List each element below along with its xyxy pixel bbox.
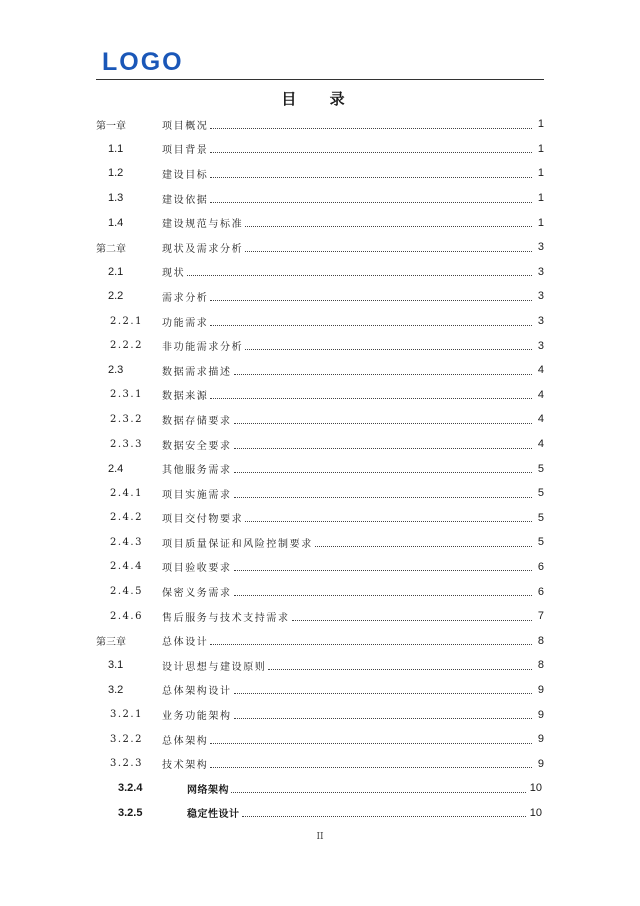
toc-entry[interactable] xyxy=(96,678,544,703)
toc-entry-number: 2.2 xyxy=(108,290,124,303)
toc-entry-title: 网络架构 xyxy=(187,784,229,796)
toc-entry-title: 项目实施需求 xyxy=(162,489,232,501)
toc-leader-dots xyxy=(231,792,526,793)
toc-entry[interactable] xyxy=(96,604,544,629)
toc-entry[interactable] xyxy=(96,407,544,432)
toc-entry-number: 2.4.3 xyxy=(110,536,143,548)
toc-entry-page: 10 xyxy=(529,806,542,819)
toc-entry-title: 现状及需求分析 xyxy=(162,243,244,255)
toc-entry-title: 数据存储要求 xyxy=(162,415,232,427)
toc-leader-dots xyxy=(210,743,532,744)
toc-entry-number: 2.3.1 xyxy=(110,389,143,401)
toc-entry[interactable] xyxy=(96,555,544,580)
toc-entry-page: 3 xyxy=(537,265,544,278)
toc-entry-title: 功能需求 xyxy=(162,317,209,329)
toc-entry-title: 建设依据 xyxy=(162,194,209,206)
toc-entry-page: 9 xyxy=(537,757,544,770)
toc-entry-number: 2.2.2 xyxy=(110,340,143,352)
toc-entry-title: 非功能需求分析 xyxy=(162,342,244,354)
toc-entry-page: 9 xyxy=(537,708,544,721)
toc-entry-page: 1 xyxy=(537,192,544,205)
toc-entry-number: 2.4.2 xyxy=(110,512,143,524)
toc-entry[interactable] xyxy=(96,628,544,653)
toc-leader-dots xyxy=(210,325,532,326)
toc-entry-number: 1.2 xyxy=(108,167,124,180)
toc-entry[interactable] xyxy=(96,161,544,186)
toc-entry-page: 4 xyxy=(537,438,544,451)
toc-entry-title: 建设目标 xyxy=(162,169,209,181)
toc-entry-number: 3.2.2 xyxy=(110,733,143,745)
page-title: 目 录 xyxy=(281,90,359,108)
toc-entry-number: 3.1 xyxy=(108,659,124,672)
toc-entry-number: 第二章 xyxy=(96,243,126,255)
toc-entry-page: 1 xyxy=(537,118,544,131)
toc-entry-title: 技术架构 xyxy=(162,760,209,772)
toc-entry-title: 项目背景 xyxy=(162,145,209,157)
toc-entry-title: 稳定性设计 xyxy=(187,809,240,821)
toc-entry-page: 4 xyxy=(537,413,544,426)
toc-entry-title: 数据来源 xyxy=(162,391,209,403)
toc-entry-title: 数据安全要求 xyxy=(162,440,232,452)
toc-entry-title: 项目交付物要求 xyxy=(162,514,244,526)
toc-entry-number: 3.2.5 xyxy=(118,806,143,819)
toc-entry-page: 5 xyxy=(537,511,544,524)
toc-entry[interactable] xyxy=(96,210,544,235)
toc-entry[interactable] xyxy=(96,235,544,260)
toc-entry-number: 2.4.6 xyxy=(110,610,143,622)
toc-entry-title: 售后服务与技术支持需求 xyxy=(162,612,290,624)
toc-entry-page: 9 xyxy=(537,733,544,746)
toc-entry-number: 3.2.3 xyxy=(110,758,143,770)
toc-entry-page: 8 xyxy=(537,634,544,647)
toc-entry-title: 业务功能架构 xyxy=(162,711,232,723)
toc-entry-number: 第三章 xyxy=(96,637,126,649)
toc-entry-number: 3.2.1 xyxy=(110,709,143,721)
toc-entry-number: 2.3.2 xyxy=(110,413,143,425)
toc-entry-title: 设计思想与建设原则 xyxy=(162,661,267,673)
toc-entry[interactable] xyxy=(96,653,544,678)
toc-leader-dots xyxy=(210,128,532,129)
toc-entry[interactable] xyxy=(96,432,544,457)
toc-entry-title: 其他服务需求 xyxy=(162,465,232,477)
toc-entry-number: 2.1 xyxy=(108,265,124,278)
toc-entry-page: 6 xyxy=(537,585,544,598)
toc-entry-number: 2.3.3 xyxy=(110,438,143,450)
toc-leader-dots xyxy=(210,202,532,203)
toc-entry-page: 10 xyxy=(529,782,542,795)
toc-leader-dots xyxy=(210,177,532,178)
logo: LOGO xyxy=(102,48,184,76)
page-number: II xyxy=(316,832,324,842)
toc-entry-title: 项目验收要求 xyxy=(162,563,232,575)
toc-entry-page: 5 xyxy=(537,462,544,475)
toc-entry-number: 1.3 xyxy=(108,192,124,205)
toc-leader-dots xyxy=(268,669,532,670)
toc-leader-dots xyxy=(242,816,527,817)
toc-leader-dots xyxy=(234,595,532,596)
toc-entry-title: 数据需求描述 xyxy=(162,366,232,378)
toc-entry-number: 2.4 xyxy=(108,462,124,475)
toc-entry-page: 6 xyxy=(537,560,544,573)
toc-entry[interactable] xyxy=(96,727,544,752)
toc-leader-dots xyxy=(234,570,532,571)
toc-entry-number: 3.2.4 xyxy=(118,782,143,795)
toc-entry-number: 第一章 xyxy=(96,120,126,132)
toc-entry-title: 项目质量保证和风险控制要求 xyxy=(162,538,313,550)
toc-entry-page: 8 xyxy=(537,659,544,672)
toc-leader-dots xyxy=(187,275,532,276)
toc-entry-number: 2.4.5 xyxy=(110,586,143,598)
toc-leader-dots xyxy=(210,398,532,399)
toc-entry-title: 总体架构设计 xyxy=(162,686,232,698)
header-rule xyxy=(96,79,544,80)
toc-entry-number: 2.4.1 xyxy=(110,487,143,499)
toc-entry-page: 4 xyxy=(537,364,544,377)
table-of-contents xyxy=(96,112,544,825)
toc-entry[interactable] xyxy=(96,456,544,481)
toc-leader-dots xyxy=(245,226,532,227)
toc-entry-title: 总体设计 xyxy=(162,637,209,649)
toc-leader-dots xyxy=(245,521,532,522)
toc-entry[interactable] xyxy=(96,801,544,826)
toc-entry-title: 需求分析 xyxy=(162,292,209,304)
toc-leader-dots xyxy=(234,472,532,473)
toc-entry-title: 项目概况 xyxy=(162,120,209,132)
toc-entry[interactable] xyxy=(96,506,544,531)
toc-entry-page: 1 xyxy=(537,216,544,229)
toc-entry-page: 3 xyxy=(537,315,544,328)
toc-entry-number: 2.3 xyxy=(108,364,124,377)
toc-entry-page: 3 xyxy=(537,339,544,352)
toc-entry[interactable] xyxy=(96,383,544,408)
toc-entry[interactable] xyxy=(96,702,544,727)
toc-leader-dots xyxy=(234,497,532,498)
toc-leader-dots xyxy=(292,620,532,621)
toc-leader-dots xyxy=(210,152,532,153)
toc-leader-dots xyxy=(234,448,532,449)
toc-entry[interactable] xyxy=(96,579,544,604)
toc-entry[interactable] xyxy=(96,776,544,801)
toc-entry-page: 9 xyxy=(537,683,544,696)
toc-leader-dots xyxy=(210,300,532,301)
toc-entry-title: 现状 xyxy=(162,268,186,280)
toc-entry[interactable] xyxy=(96,309,544,334)
toc-leader-dots xyxy=(234,718,532,719)
toc-entry[interactable] xyxy=(96,260,544,285)
toc-entry-number: 2.4.4 xyxy=(110,561,143,573)
toc-entry-page: 7 xyxy=(537,610,544,623)
toc-entry-page: 5 xyxy=(537,536,544,549)
toc-entry[interactable] xyxy=(96,186,544,211)
toc-entry[interactable] xyxy=(96,333,544,358)
toc-entry-title: 总体架构 xyxy=(162,735,209,747)
toc-entry-number: 3.2 xyxy=(108,683,124,696)
toc-entry-page: 1 xyxy=(537,167,544,180)
toc-leader-dots xyxy=(234,693,532,694)
toc-leader-dots xyxy=(234,423,532,424)
toc-entry[interactable] xyxy=(96,530,544,555)
toc-leader-dots xyxy=(245,251,532,252)
toc-entry[interactable] xyxy=(96,112,544,137)
toc-entry-number: 2.2.1 xyxy=(110,315,143,327)
toc-entry-page: 3 xyxy=(537,241,544,254)
toc-entry[interactable] xyxy=(96,481,544,506)
toc-entry-page: 3 xyxy=(537,290,544,303)
toc-leader-dots xyxy=(210,644,532,645)
toc-leader-dots xyxy=(234,374,532,375)
toc-entry[interactable] xyxy=(96,284,544,309)
toc-entry-number: 1.1 xyxy=(108,142,124,155)
toc-entry[interactable] xyxy=(96,751,544,776)
toc-entry[interactable] xyxy=(96,137,544,162)
toc-entry-title: 保密义务需求 xyxy=(162,588,232,600)
toc-leader-dots xyxy=(245,349,532,350)
toc-entry-number: 1.4 xyxy=(108,216,124,229)
toc-entry[interactable] xyxy=(96,358,544,383)
toc-entry-page: 1 xyxy=(537,142,544,155)
toc-entry-page: 5 xyxy=(537,487,544,500)
toc-leader-dots xyxy=(210,767,532,768)
toc-entry-page: 4 xyxy=(537,388,544,401)
toc-entry-title: 建设规范与标准 xyxy=(162,219,244,231)
toc-leader-dots xyxy=(315,546,532,547)
